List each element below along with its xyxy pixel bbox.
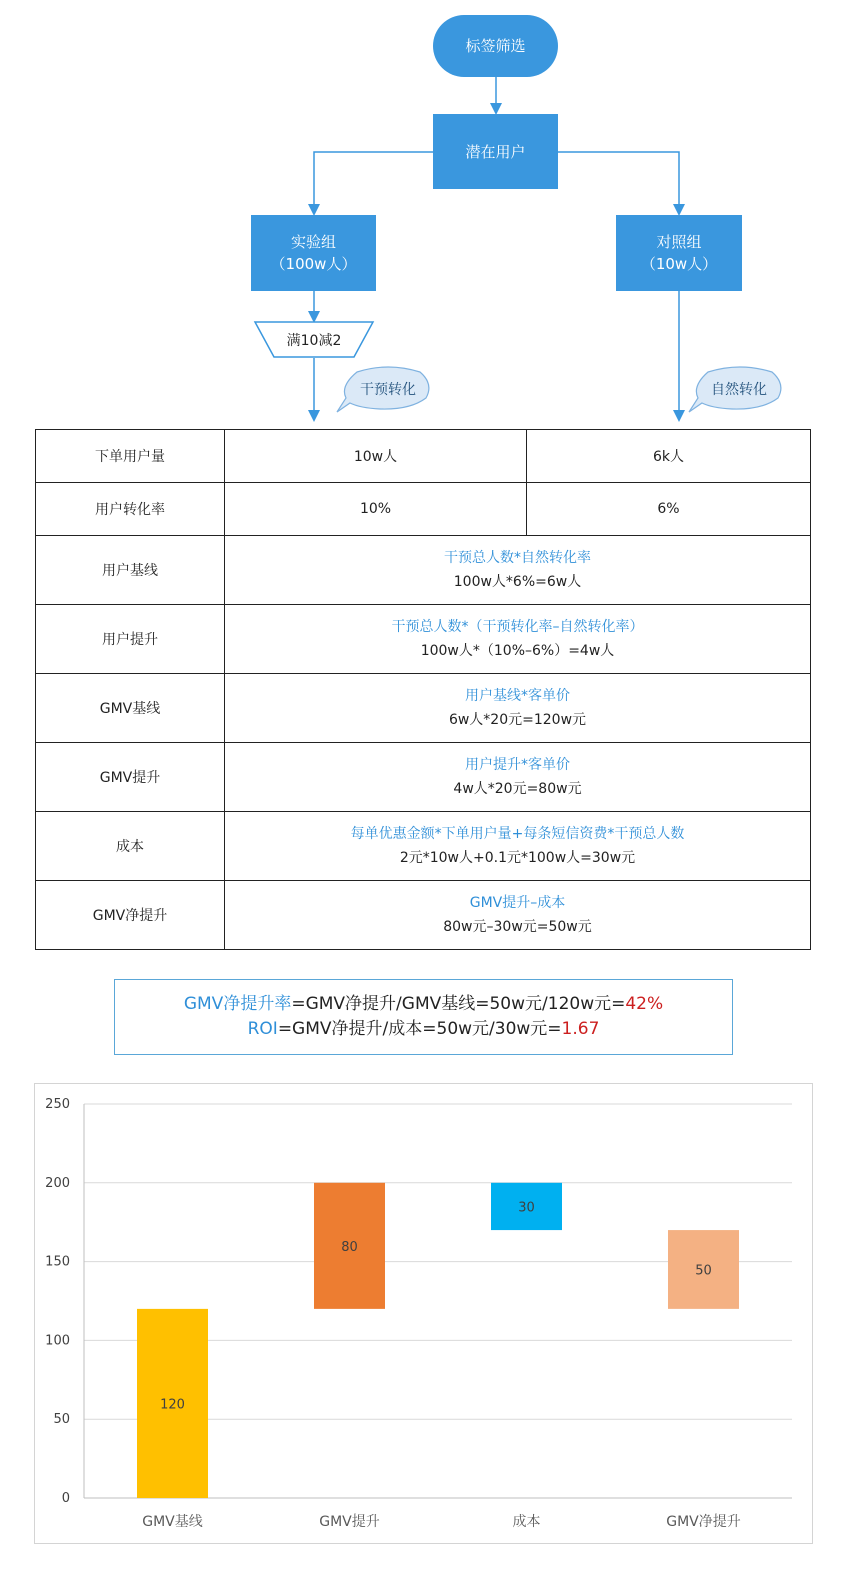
control-value: 6% xyxy=(527,483,811,536)
control-group-title: 对照组 xyxy=(656,233,702,251)
row-label: 用户转化率 xyxy=(36,483,225,536)
x-tick-label: GMV基线 xyxy=(142,1514,203,1530)
y-tick-label: 50 xyxy=(53,1412,70,1428)
net-lift-rate-result: 42% xyxy=(625,994,664,1014)
x-tick-label: GMV净提升 xyxy=(666,1514,741,1530)
x-tick-label: 成本 xyxy=(512,1514,541,1530)
calc-text: 100w人*6%=6w人 xyxy=(453,574,582,590)
bar-data-label: 30 xyxy=(518,1200,535,1216)
y-tick-label: 0 xyxy=(61,1491,70,1506)
experiment-value: 10w人 xyxy=(225,430,527,483)
row-label: 用户提升 xyxy=(36,605,225,674)
start-node-label: 标签筛选 xyxy=(465,37,526,55)
row-label: GMV提升 xyxy=(36,743,225,812)
control-group-size: （10w人） xyxy=(640,255,718,273)
calc-text: 6w人*20元=120w元 xyxy=(448,712,587,728)
formula-text: 干预总人数*（干预转化率–自然转化率） xyxy=(391,619,644,635)
net-lift-rate-expr: =GMV净提升/GMV基线=50w元/120w元= xyxy=(291,994,626,1014)
experiment-value: 10% xyxy=(225,483,527,536)
control-value: 6k人 xyxy=(527,430,811,483)
y-tick-label: 200 xyxy=(45,1175,70,1191)
intervention-label: 干预转化 xyxy=(360,382,416,398)
bar-data-label: 50 xyxy=(695,1263,712,1279)
calc-text: 2元*10w人+0.1元*100w人=30w元 xyxy=(399,850,636,866)
potential-users-label: 潜在用户 xyxy=(465,142,526,161)
coupon-label: 满10减2 xyxy=(286,333,342,349)
calc-text: 100w人*（10%–6%）=4w人 xyxy=(420,643,615,659)
row-label: 下单用户量 xyxy=(36,430,225,483)
natural-label: 自然转化 xyxy=(711,382,767,398)
roi-label: ROI xyxy=(247,1019,278,1039)
formula-text: 用户基线*客单价 xyxy=(465,688,570,704)
row-label: GMV基线 xyxy=(36,674,225,743)
roi-result: 1.67 xyxy=(561,1019,600,1039)
y-tick-label: 250 xyxy=(45,1097,70,1112)
bar-data-label: 80 xyxy=(341,1239,358,1255)
row-label: 用户基线 xyxy=(36,536,225,605)
formula-text: 用户提升*客单价 xyxy=(465,757,570,773)
formula-text: 每单优惠金额*下单用户量+每条短信资费*干预总人数 xyxy=(350,826,685,842)
x-tick-label: GMV提升 xyxy=(319,1514,380,1530)
net-lift-rate-label: GMV净提升率 xyxy=(183,994,292,1014)
calc-text: 80w元–30w元=50w元 xyxy=(443,919,592,935)
row-label: 成本 xyxy=(36,812,225,881)
calc-text: 4w人*20元=80w元 xyxy=(453,781,582,797)
experiment-group-size: （100w人） xyxy=(270,255,357,273)
roi-expr: =GMV净提升/成本=50w元/30w元= xyxy=(277,1019,562,1039)
formula-text: GMV提升–成本 xyxy=(469,895,566,911)
y-tick-label: 150 xyxy=(45,1254,70,1270)
row-label: GMV净提升 xyxy=(36,881,225,950)
bar-data-label: 120 xyxy=(160,1397,185,1413)
formula-text: 干预总人数*自然转化率 xyxy=(444,550,591,566)
experiment-group-title: 实验组 xyxy=(290,233,336,251)
y-tick-label: 100 xyxy=(45,1333,70,1349)
